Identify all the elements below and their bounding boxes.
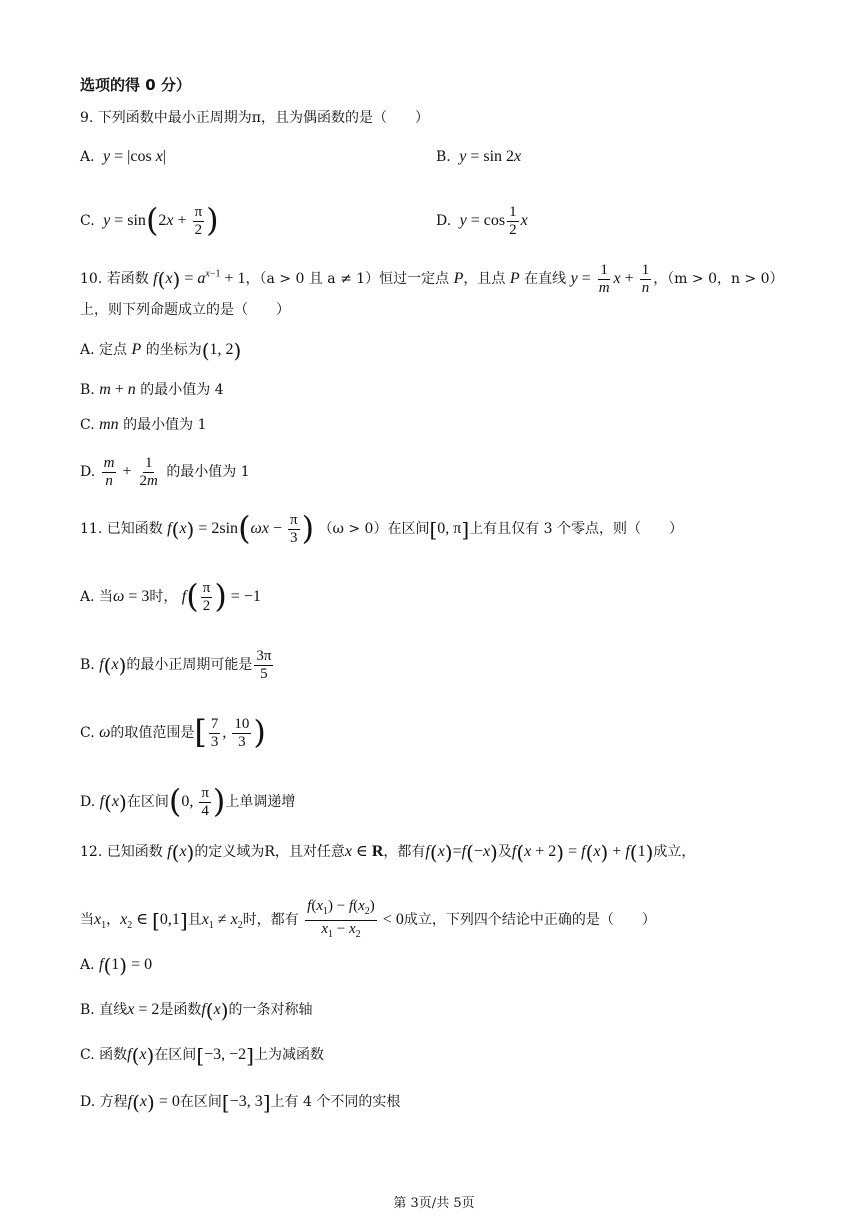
page-footer <box>0 1192 868 1211</box>
q11-d-text2: 上单调递增 <box>225 794 296 811</box>
q10-cond3: 在直线 <box>524 271 567 288</box>
q12-number: 12. <box>80 844 103 860</box>
q11-a-formula: f( $\frac{\pi}{2}$ ) = −1 <box>181 576 261 615</box>
q12-b-text2: 是函数 <box>159 1002 202 1018</box>
q11-c-range: [ $\frac{7}{3}$ , $\frac{10}{3}$ ) <box>194 712 266 751</box>
q9-c-formula: y = sin(2x + $\frac{\pi}{2}$ ) <box>103 200 219 239</box>
q10-b-label: B. <box>80 382 95 398</box>
q12-x2-range: $x_2$ ∈ [0,1] <box>120 908 188 933</box>
q11-d-text: 在区间 <box>126 794 169 811</box>
q12-cond4: 成立， <box>653 844 696 860</box>
q12-b-line: x = 2 <box>127 1001 160 1018</box>
q10-cond2: ，且点 <box>463 271 506 288</box>
section-heading <box>80 75 191 95</box>
q9-b-label: B. <box>436 149 451 165</box>
q10-line-formula: y = $\frac{1}{m}$ x + $\frac{1}{n}$ <box>570 262 650 296</box>
q10-option-c <box>80 415 207 435</box>
q12-difference-quotient: $\frac{f(x_1) - f(x_2)}{x_1 - x_2}$ < 0 <box>307 898 404 940</box>
q12-b-text3: 的一条对称轴 <box>228 1002 313 1018</box>
q11-b-fx: f(x) <box>99 653 127 678</box>
q12-line2e: 成立，下列四个结论中正确的是（ ） <box>403 912 656 929</box>
q11-option-c <box>80 712 266 751</box>
section-tail-text: 选项的得 0 分） <box>80 76 191 94</box>
q11-interval: [0, π] <box>429 517 470 542</box>
page-number: 第 3页/共 5页 <box>393 1196 475 1211</box>
q11-b-label: B. <box>80 657 95 674</box>
q11-lead: 已知函数 <box>106 521 163 538</box>
q11-cond: （ω > 0）在区间 <box>318 521 430 538</box>
q10-a-text2: 的坐标为 <box>145 342 202 358</box>
q10-a-point: P <box>131 341 142 358</box>
q12-periodic: f(x + 2) = f(x) + f(1) <box>511 840 654 865</box>
q9-c-label: C. <box>80 213 95 230</box>
q11-number: 11. <box>80 521 103 538</box>
q9-option-d <box>436 204 528 239</box>
q9-d-formula: y = cos $\frac{1}{2}$ x <box>459 204 528 238</box>
q11-tail: 上有且仅有 3 个零点，则（ ） <box>469 521 683 538</box>
q12-x1: $x_1$ <box>94 911 107 932</box>
q11-option-a <box>80 576 261 615</box>
q11-d-interval: (0, $\frac{\pi}{4}$ ) <box>168 781 226 820</box>
q12-d-interval: [−3, 3] <box>221 1090 271 1115</box>
q10-option-d <box>80 455 250 490</box>
q10-stem-line2 <box>80 300 290 320</box>
q12-b-fx: f(x) <box>201 998 229 1023</box>
q10-function: $f(x) = a^{x-1} + 1$ <box>153 267 246 292</box>
q10-cond: ，（a > 0 且 a ≠ 1）恒过一定点 <box>245 271 450 288</box>
q12-x-in-r: x ∈ R <box>344 843 384 860</box>
q12-cond2: ，都有 <box>383 844 426 860</box>
q12-d-text: D. 方程 <box>80 1094 128 1110</box>
q10-point-p: P <box>453 270 464 288</box>
q12-option-a <box>80 953 153 978</box>
q10-a-coord: (1, 2) <box>201 338 242 363</box>
q10-a-text: A. 定点 <box>80 342 128 358</box>
q12-a-label: A. <box>80 957 95 973</box>
q11-b-text: 的最小正周期可能是 <box>126 657 253 674</box>
q11-a-text2: 时， <box>149 589 178 606</box>
q12-stem-line2 <box>80 898 656 943</box>
q10-line2: 上，则下列命题成立的是（ ） <box>80 302 290 318</box>
q10-option-b <box>80 380 224 400</box>
q10-d-formula: $\frac{m}{n}$ + $\frac{1}{2m}$ <box>103 455 158 489</box>
q10-stem <box>80 262 784 297</box>
q12-a-formula: f(1) = 0 <box>99 953 153 978</box>
q11-function: f(x) = 2sin(ωx − $\frac{\pi}{3}$ ) <box>167 508 315 547</box>
q11-c-text: 的取值范围是 <box>110 725 195 742</box>
q11-a-omega: ω = 3 <box>113 588 150 606</box>
q12-d-text2: 在区间 <box>179 1094 222 1110</box>
q10-c-formula: mn <box>99 416 119 433</box>
q9-number: 9. <box>80 110 94 126</box>
q12-x1-ne-x2: $x_1 \ne x_2$ <box>201 911 243 932</box>
q12-lead: 已知函数 <box>106 844 163 860</box>
q12-fx: f(x) <box>167 840 195 865</box>
q12-c-fx: f(x) <box>127 1043 155 1068</box>
q9-stem <box>80 108 429 128</box>
q9-stem-text: 下列函数中最小正周期为π，且为偶函数的是（ ） <box>97 110 430 126</box>
q11-stem <box>80 508 683 547</box>
q12-line2d: 时，都有 <box>242 912 299 929</box>
q9-a-formula: y = |cos x| <box>103 148 166 165</box>
q10-c-text: 的最小值为 1 <box>123 417 207 433</box>
q12-even: f(x)=f(−x) <box>425 840 498 865</box>
q10-number: 10. <box>80 271 103 288</box>
q9-a-label: A. <box>80 149 95 165</box>
q11-a-text: A. 当 <box>80 589 114 606</box>
q10-lead: 若函数 <box>106 271 149 288</box>
q12-c-text: C. 函数 <box>80 1047 128 1063</box>
q12-b-text: B. 直线 <box>80 1002 128 1018</box>
q10-c-label: C. <box>80 417 95 433</box>
q9-option-b <box>436 147 521 167</box>
q12-stem <box>80 840 696 865</box>
q12-c-text3: 上为减函数 <box>253 1047 324 1063</box>
q12-d-equation: f(x) = 0 <box>127 1090 180 1115</box>
q10-point-p2: P <box>509 270 520 288</box>
q12-c-interval: [−3, −2] <box>196 1043 254 1068</box>
q12-d-text3: 上有 4 个不同的实根 <box>270 1094 401 1110</box>
q12-option-c <box>80 1043 324 1068</box>
q10-d-label: D. <box>80 464 96 481</box>
q10-cond4: ，（m > 0，n > 0） <box>653 271 784 288</box>
q12-option-b <box>80 998 313 1023</box>
q10-d-text: 的最小值为 1 <box>166 464 250 481</box>
q12-line2b: ， <box>106 912 121 929</box>
q9-d-label: D. <box>436 213 452 230</box>
q9-b-formula: y = sin 2x <box>459 148 522 165</box>
q11-d-fx: f(x) <box>99 790 127 815</box>
q10-b-text: 的最小值为 4 <box>140 382 224 398</box>
q11-b-period: $\frac{3\pi}{5}$ <box>256 648 272 682</box>
q10-b-formula: m + n <box>99 381 136 398</box>
q12-option-d <box>80 1090 401 1115</box>
q9-option-c <box>80 200 219 239</box>
q12-cond3: 及 <box>497 844 512 860</box>
q11-c-omega: ω <box>99 724 111 742</box>
q10-option-a <box>80 338 242 363</box>
q11-option-b <box>80 648 275 683</box>
q12-c-text2: 在区间 <box>154 1047 197 1063</box>
q12-line2c: 且 <box>187 912 202 929</box>
q11-c-label: C. <box>80 725 95 742</box>
q11-d-label: D. <box>80 794 96 811</box>
q12-cond: 的定义域为R，且对任意 <box>194 844 345 860</box>
q11-option-d <box>80 781 296 820</box>
q9-option-a <box>80 147 166 167</box>
q12-line2a: 当 <box>80 912 94 929</box>
